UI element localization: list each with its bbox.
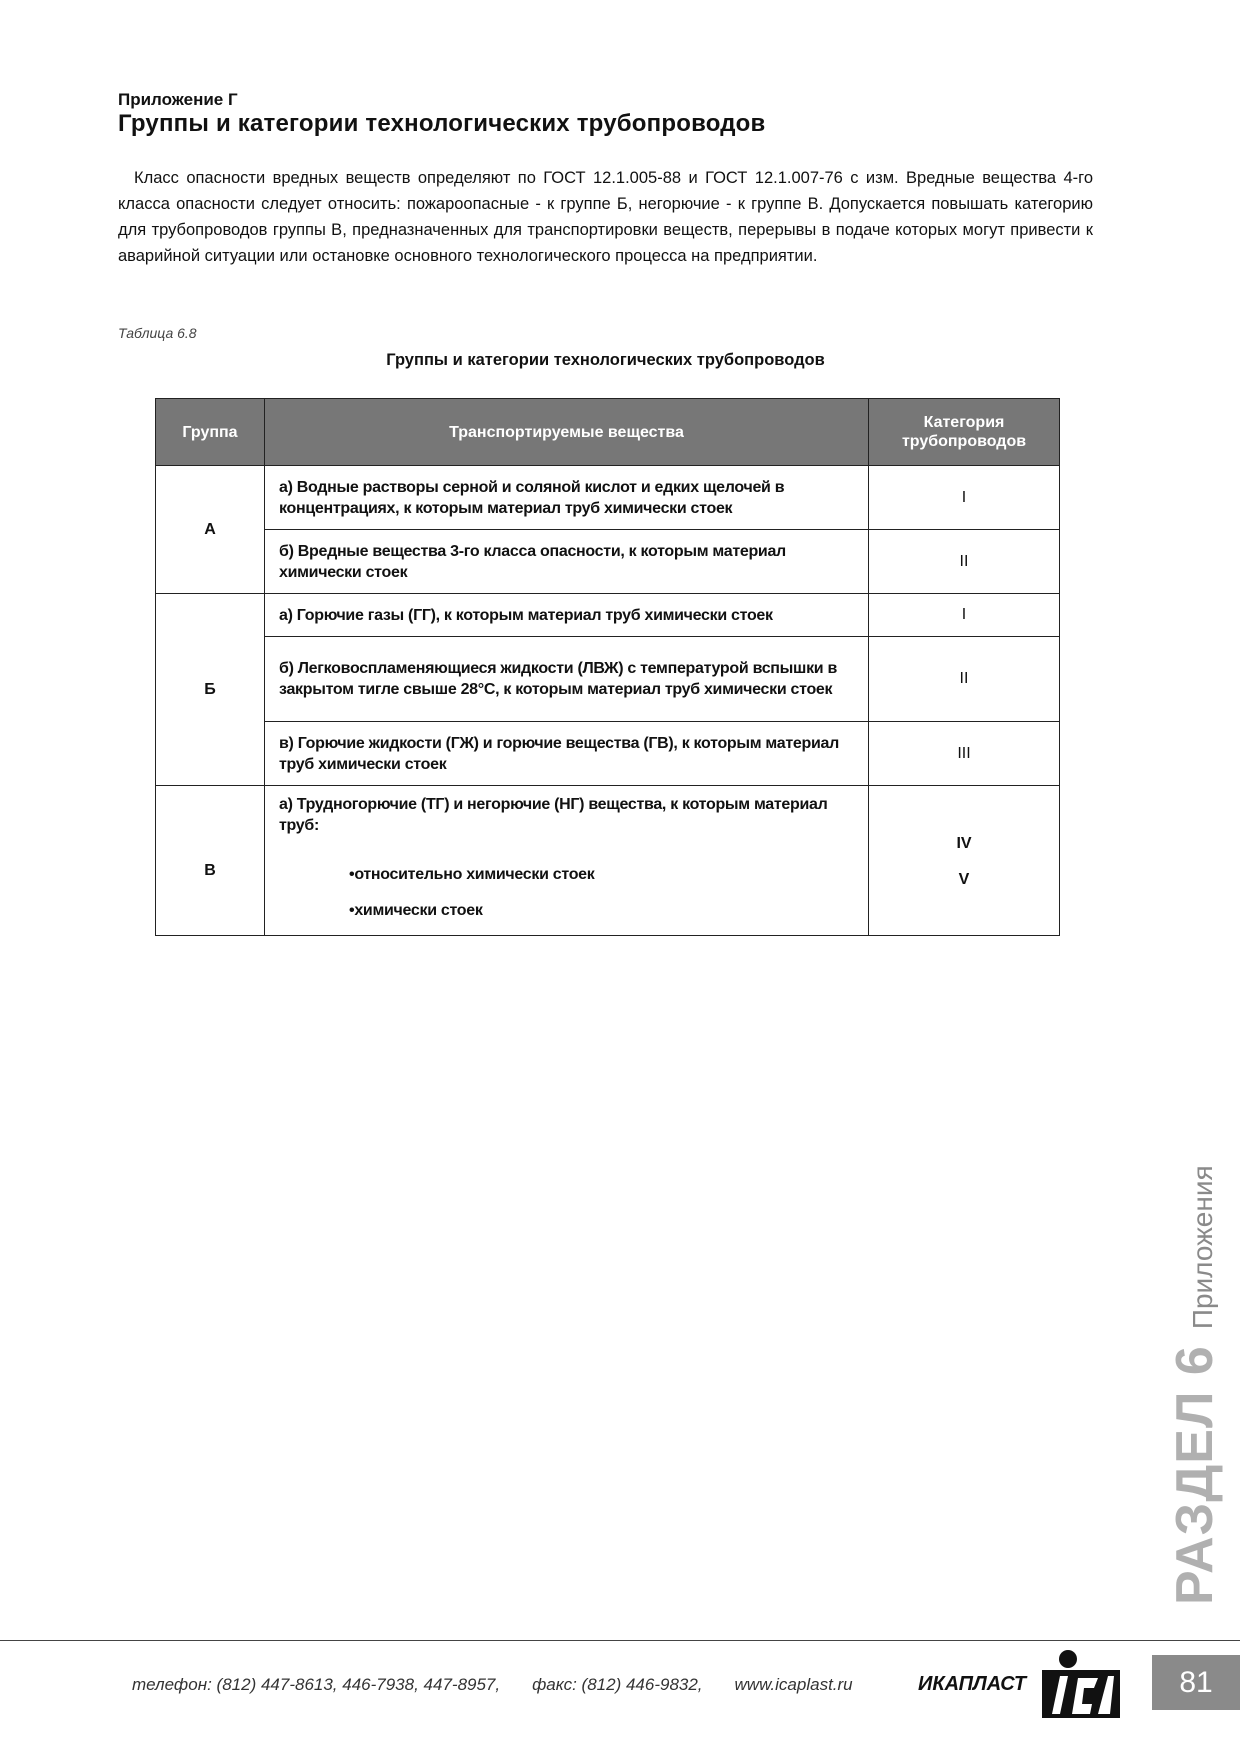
substance-text: а) Трудногорючие (ТГ) и негорючие (НГ) вещества, к которым материал труб:	[279, 796, 828, 834]
footer-website-link[interactable]: www.icaplast.ru	[734, 1675, 853, 1694]
footer-divider	[0, 1640, 1240, 1641]
substance-cell: а) Горючие газы (ГГ), к которым материал труб химически стоек	[265, 594, 869, 637]
category-sublist	[870, 833, 1058, 890]
list-item: • относительно химически стоек	[349, 864, 854, 885]
table-row	[156, 786, 1060, 936]
table-caption: Группы и категории технологических трубопроводов	[386, 351, 825, 369]
footer-fax: факс: (812) 446-9832,	[532, 1675, 703, 1694]
column-header-substances: Транспортируемые вещества	[265, 399, 869, 466]
category-cell: I	[869, 466, 1060, 530]
category-cell: II	[869, 637, 1060, 722]
group-cell	[156, 786, 265, 936]
substance-cell: а) Водные растворы серной и соляной кислот и едких щелочей в концентрациях, к которым материал труб химически стоек	[265, 466, 869, 530]
column-header-group: Группа	[156, 399, 265, 466]
table-number: Таблица 6.8	[118, 325, 197, 341]
table-row	[156, 637, 1060, 722]
table-row	[156, 722, 1060, 786]
section-subtitle: Приложения	[1187, 1165, 1218, 1330]
category-value: IV	[956, 835, 972, 852]
appendix-label: Приложение Г	[118, 90, 238, 109]
category-value: V	[958, 871, 970, 888]
column-header-category	[869, 399, 1060, 466]
category-cell: I	[869, 594, 1060, 637]
footer-phone: телефон: (812) 447-8613, 446-7938, 447-8957,	[132, 1675, 501, 1694]
table-row	[156, 466, 1060, 530]
substance-cell: в) Горючие жидкости (ГЖ) и горючие вещества (ГВ), к которым материал труб химически стоек	[265, 722, 869, 786]
column-header-category-text: Категория трубопроводов	[901, 414, 1027, 450]
list-item: • химически стоек	[349, 900, 854, 921]
page-title: Группы и категории технологических трубопроводов	[118, 110, 766, 137]
group-cell-label: В	[204, 862, 216, 879]
substance-cell: б) Вредные вещества 3-го класса опасности, к которым материал химически стоек	[265, 530, 869, 594]
intro-paragraph: Класс опасности вредных веществ определяют по ГОСТ 12.1.005-88 и ГОСТ 12.1.007-76 с изм. Вредные вещества 4-го класса опасности следует относить: пожароопасные - к группе Б, негорючие - к группе В. Допускается повышать категорию для трубопроводов группы В, предназначенных для транспортировки веществ, перерывы в подаче которых могут привести к аварийной ситуации или остановке основного технологического процесса на предприятии.	[118, 169, 1093, 265]
substance-cell: б) Легковоспламеняющиеся жидкости (ЛВЖ) с температурой вспышки в закрытом тигле свыше 28°С, к которым материал труб химически стоек	[265, 637, 869, 722]
table-header-row	[156, 399, 1060, 466]
section-tab	[1165, 1165, 1225, 1605]
section-word: РАЗДЕЛ 6	[1166, 1345, 1224, 1605]
substance-sublist	[279, 864, 854, 921]
ica-logo-icon	[1038, 1648, 1124, 1720]
category-cell: III	[869, 722, 1060, 786]
category-cell: II	[869, 530, 1060, 594]
group-cell: А	[156, 466, 265, 594]
table-row	[156, 530, 1060, 594]
footer-contacts	[132, 1675, 885, 1695]
category-cell	[869, 786, 1060, 936]
group-cell: Б	[156, 594, 265, 786]
page-number: 81	[1152, 1655, 1240, 1710]
pipeline-categories-table	[155, 398, 1060, 936]
substance-cell	[265, 786, 869, 936]
table-row	[156, 594, 1060, 637]
brand-name: ИКАПЛАСТ	[918, 1673, 1027, 1695]
